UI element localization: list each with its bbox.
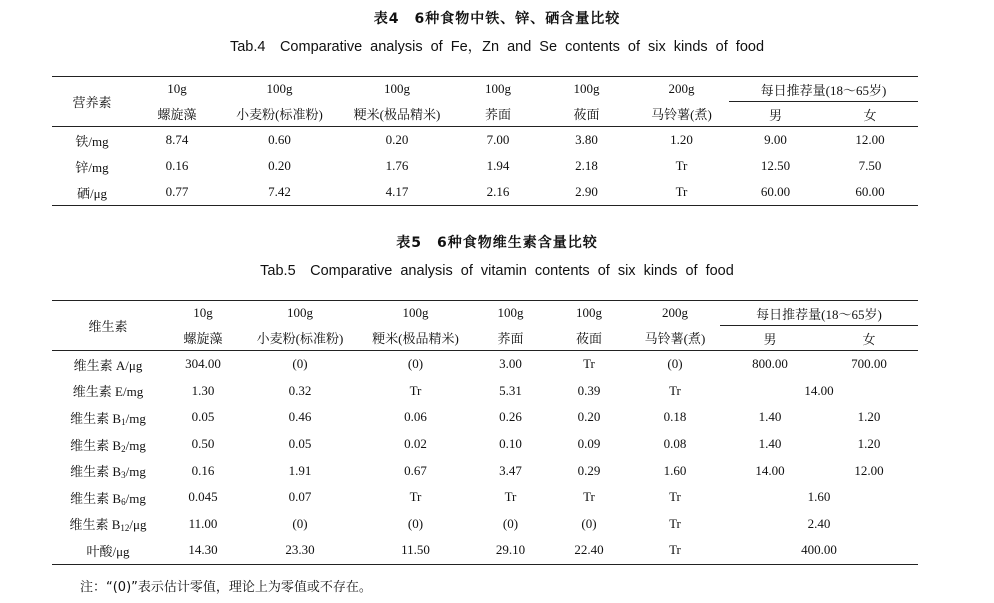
table-row <box>52 404 918 431</box>
table-cell: 0.50 <box>191 436 215 452</box>
table-cell: 3.47 <box>499 462 522 478</box>
table-cell: 9.00 <box>764 132 787 147</box>
row-label <box>52 457 164 484</box>
table-cell: 1.40 <box>758 436 782 452</box>
table-cell-merged: 2.40 <box>807 515 831 531</box>
table-row <box>52 537 918 564</box>
table-cell: 0.60 <box>268 132 291 147</box>
table-cell: 2.90 <box>575 184 598 199</box>
table-cell: 1.40 <box>758 409 782 425</box>
row-label <box>52 511 164 538</box>
table-cell: 1.91 <box>288 462 312 478</box>
table-cell: 0.07 <box>288 489 312 505</box>
table-cell: 700.00 <box>851 356 887 372</box>
footnote: 注：“(0)”表示估计零值，理论上为零值或不存在。 <box>80 580 372 595</box>
table-cell: 0.10 <box>499 436 522 452</box>
table-cell: 0.18 <box>663 409 687 425</box>
row-label-suffix: /mg <box>125 464 146 480</box>
table5-col-qty: 100g <box>287 305 313 321</box>
table-row <box>52 153 918 179</box>
table-cell: 0.20 <box>577 409 601 425</box>
table-cell-merged: 14.00 <box>804 382 834 398</box>
table-cell: 60.00 <box>760 184 791 199</box>
table4-col-qty: 100g <box>485 81 511 97</box>
table-cell: Tr <box>409 382 422 398</box>
table-row <box>52 351 918 378</box>
table5-col-qty: 200g <box>662 305 688 321</box>
table-cell: 0.06 <box>404 409 427 425</box>
table-cell: Tr <box>583 356 595 372</box>
table-cell: 29.10 <box>495 542 526 558</box>
table-cell: 1.94 <box>486 158 510 173</box>
table-cell: 0.02 <box>404 436 427 452</box>
row-label: 叶酸/μg <box>86 543 130 559</box>
table-cell-merged: 400.00 <box>801 542 837 558</box>
table4-col-name: 小麦粉(标准粉) <box>236 107 323 123</box>
table4-col-name: 马铃薯(煮) <box>651 107 712 123</box>
table5-recommend-label: 每日推荐量(18～65岁) <box>720 301 918 326</box>
table5-female: 女 <box>862 331 876 347</box>
table-cell: 0.67 <box>404 462 427 478</box>
table-cell: Tr <box>669 489 681 505</box>
table-cell: 0.08 <box>663 436 687 452</box>
table-cell: Tr <box>409 489 422 505</box>
table4-col-qty: 200g <box>668 81 695 97</box>
table4-col-name: 粳米(极品精米) <box>353 107 441 123</box>
row-label-prefix: 维生素 B <box>70 464 122 480</box>
table5-male: 男 <box>763 331 777 347</box>
table5-col-qty: 10g <box>193 305 213 321</box>
table4-title-en: Tab.4 Comparative analysis of Fe，Zn and Se contents of six kinds of food <box>229 39 765 55</box>
table-row <box>52 179 918 206</box>
table-row <box>52 484 918 511</box>
table-cell: (0) <box>407 356 424 372</box>
row-label: 维生素 E/mg <box>72 384 144 400</box>
table4-col-qty: 100g <box>384 81 410 97</box>
table5-col-name: 螺旋藻 <box>183 331 223 347</box>
table-cell: 0.05 <box>191 409 215 425</box>
table5-col-name: 小麦粉(标准粉) <box>256 331 344 347</box>
table4-male: 男 <box>768 107 782 123</box>
table-row <box>52 457 918 484</box>
table-cell: 0.05 <box>288 436 312 452</box>
table-cell: 8.74 <box>165 132 189 147</box>
row-label: 维生素 A/μg <box>73 357 143 373</box>
table-cell: 0.39 <box>577 382 601 398</box>
table4-title-cn: 表4 6种食物中铁、锌、硒含量比较 <box>373 11 621 27</box>
table5-col-name: 马铃薯(煮) <box>644 331 706 347</box>
table-cell: 5.31 <box>499 382 522 398</box>
table-cell: (0) <box>292 356 308 372</box>
table-cell: 11.00 <box>188 515 218 531</box>
table-cell: Tr <box>675 158 688 173</box>
table-cell: 0.26 <box>499 409 522 425</box>
table5-col-qty: 100g <box>497 305 524 321</box>
row-label-prefix: 维生素 B <box>69 517 121 533</box>
table5-title-en: Tab.5 Comparative analysis of vitamin contents of six kinds of food <box>260 263 734 279</box>
table-cell: 2.16 <box>486 184 510 199</box>
row-label-suffix: /μg <box>129 517 147 533</box>
table-cell: (0) <box>581 515 597 531</box>
table-cell: 14.30 <box>188 542 218 558</box>
table-cell: 0.16 <box>191 462 215 478</box>
table5-col-name: 荞面 <box>497 331 524 347</box>
table-cell: Tr <box>669 515 681 531</box>
table-cell: 1.76 <box>385 158 409 173</box>
row-label: 硒/μg <box>76 185 108 201</box>
table-cell: 0.29 <box>577 462 601 478</box>
table-cell: 11.50 <box>401 542 430 558</box>
table4-col-name: 莜面 <box>573 107 600 123</box>
table-cell: (0) <box>407 515 424 531</box>
row-label-subscript: 3 <box>121 470 126 481</box>
table-cell-merged: 1.60 <box>807 489 831 505</box>
table-cell: 12.00 <box>855 132 885 147</box>
row-label <box>52 404 164 431</box>
table-cell: 7.50 <box>858 158 882 173</box>
row-label <box>52 484 164 511</box>
table-cell: 2.18 <box>575 158 598 173</box>
row-label-subscript: 1 <box>121 416 126 427</box>
table-cell: 1.20 <box>670 132 693 147</box>
table-row <box>52 378 918 405</box>
table5-header-label: 维生素 <box>52 301 164 351</box>
table-cell: 1.20 <box>857 436 881 452</box>
table-cell: Tr <box>669 542 681 558</box>
table4-col-qty: 100g <box>266 81 293 97</box>
row-label-prefix: 维生素 B <box>70 437 122 453</box>
table-cell: 800.00 <box>752 356 788 372</box>
table-cell: 0.20 <box>385 132 409 147</box>
table5-title-cn: 表5 6种食物维生素含量比较 <box>396 235 598 251</box>
table-cell: 23.30 <box>285 542 315 558</box>
table-cell: 1.20 <box>857 409 881 425</box>
table5 <box>52 300 918 565</box>
table5-col-name: 粳米(极品精米) <box>372 331 459 347</box>
table-cell: (0) <box>502 515 519 531</box>
table-cell: (0) <box>292 515 308 531</box>
row-label: 锌/mg <box>75 159 109 175</box>
table-cell: (0) <box>667 356 683 372</box>
table5-col-qty: 100g <box>576 305 602 321</box>
table-cell: 0.77 <box>165 184 189 199</box>
table-cell: 304.00 <box>185 356 221 372</box>
table4 <box>52 76 918 206</box>
table5-col-name: 莜面 <box>575 331 602 347</box>
table-cell: Tr <box>583 489 595 505</box>
table4-header-label: 营养素 <box>52 77 132 127</box>
table5-col-qty: 100g <box>402 305 429 321</box>
row-label <box>52 431 164 458</box>
table-cell: 1.30 <box>191 382 215 398</box>
table-row <box>52 511 918 538</box>
table-cell: 12.50 <box>760 158 791 173</box>
table-cell: Tr <box>669 382 681 398</box>
table-cell: Tr <box>504 489 517 505</box>
table-cell: 4.17 <box>385 184 409 199</box>
table-cell: 0.09 <box>577 436 601 452</box>
table-cell: 0.16 <box>165 158 189 173</box>
table-row <box>52 431 918 458</box>
table4-female: 女 <box>863 107 877 123</box>
table-cell: 7.00 <box>486 132 510 147</box>
table-cell: 0.20 <box>268 158 291 173</box>
row-label-suffix: /mg <box>125 490 146 506</box>
table4-col-qty: 10g <box>167 81 187 97</box>
table4-col-name: 荞面 <box>484 107 511 123</box>
table-cell: 60.00 <box>855 184 885 199</box>
table-cell: 14.00 <box>755 462 785 478</box>
table4-col-name: 螺旋藻 <box>157 107 197 123</box>
row-label-suffix: /mg <box>125 410 146 426</box>
row-label-subscript: 6 <box>121 496 126 507</box>
table-row <box>52 127 918 154</box>
row-label-suffix: /mg <box>125 437 146 453</box>
row-label-subscript: 2 <box>121 443 126 454</box>
table-cell: 7.42 <box>268 184 291 199</box>
row-label-prefix: 维生素 B <box>70 490 122 506</box>
table-cell: 3.80 <box>575 132 598 147</box>
table-cell: 22.40 <box>574 542 604 558</box>
table-cell: 12.00 <box>854 462 884 478</box>
table-cell: 3.00 <box>499 356 522 372</box>
row-label: 铁/mg <box>75 133 109 149</box>
row-label-subscript: 12 <box>120 523 130 534</box>
table4-recommend-label: 每日推荐量(18～65岁) <box>729 77 918 102</box>
table-cell: 0.045 <box>188 489 218 505</box>
table4-col-qty: 100g <box>573 81 600 97</box>
table-cell: 1.60 <box>663 462 687 478</box>
table-cell: 0.32 <box>288 382 312 398</box>
table-cell: 0.46 <box>288 409 312 425</box>
table-cell: Tr <box>675 184 688 199</box>
row-label-prefix: 维生素 B <box>70 410 122 426</box>
